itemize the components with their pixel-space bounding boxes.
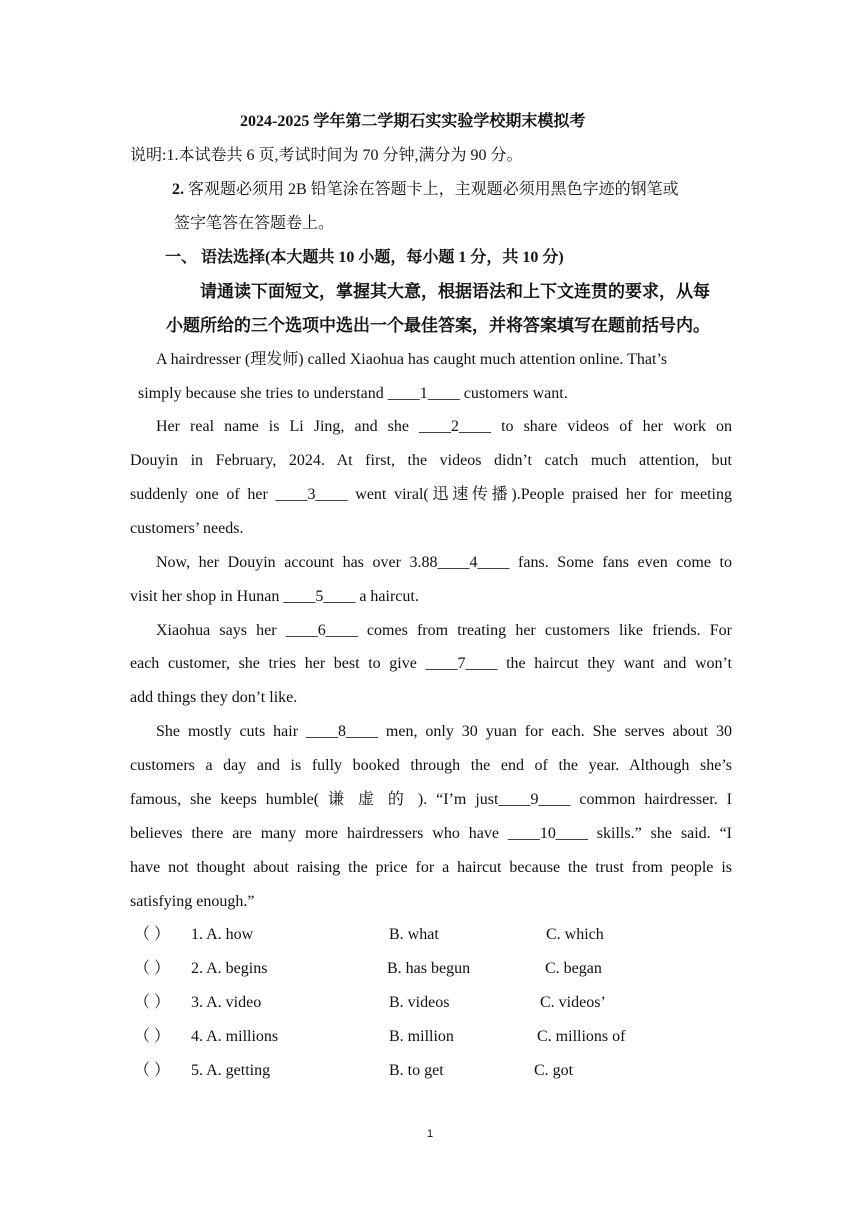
answer-bracket[interactable]: （ ） [134, 994, 171, 1011]
passage-line: A hairdresser (理发师) called Xiaohua has caught much attention online. That’s [156, 351, 668, 368]
answer-bracket[interactable]: （ ） [134, 1028, 171, 1045]
notes-line-3: 签字笔答在答题卷上。 [174, 215, 335, 232]
answer-bracket[interactable]: （ ） [134, 926, 171, 943]
section-instruction-1: 请通读下面短文，掌握其大意，根据语法和上下文连贯的要求，从每 [200, 282, 710, 301]
section-instruction-2: 小题所给的三个选项中选出一个最佳答案，并将答案填写在题前括号内。 [166, 316, 710, 335]
notes-line-1: 说明:1.本试卷共 6 页,考试时间为 70 分钟,满分为 90 分。 [130, 147, 523, 164]
option-b: B. videos [389, 994, 450, 1011]
passage-line: satisfying enough.” [130, 893, 255, 910]
passage-line: add things they don’t like. [130, 689, 298, 706]
option-c: C. millions of [537, 1028, 626, 1045]
passage-line: visit her shop in Hunan ____5____ a haircut. [130, 588, 419, 605]
answer-bracket[interactable]: （ ） [134, 960, 171, 977]
passage-line: Her real name is Li Jing, and she ____2____ to share videos of her work on [156, 418, 732, 435]
option-c: C. which [546, 926, 604, 943]
option-a: 1. A. how [191, 926, 254, 943]
passage-line: have not thought about raising the price for a haircut because the trust from people is [130, 859, 732, 876]
answer-bracket[interactable]: （ ） [134, 1062, 171, 1079]
passage-line: customers a day and is fully booked through the end of the year. Although she’s [130, 757, 732, 774]
notes-line-2 [172, 180, 679, 200]
passage-line: She mostly cuts hair ____8____ men, only 30 yuan for each. She serves about 30 [156, 723, 732, 740]
passage-line: believes there are many more hairdressers who have ____10____ skills.” she said. “I [130, 825, 732, 842]
option-c: C. videos’ [540, 994, 606, 1011]
option-b: B. what [389, 926, 439, 943]
passage-line: each customer, she tries her best to give ____7____ the haircut they want and won’t [130, 655, 732, 672]
option-b: B. has begun [387, 960, 471, 977]
option-b: B. million [389, 1028, 454, 1045]
passage-line: simply because she tries to understand ____1____ customers want. [138, 385, 568, 402]
passage-line: Now, her Douyin account has over 3.88____4____ fans. Some fans even come to [156, 554, 732, 571]
option-a: 5. A. getting [191, 1062, 271, 1079]
notes-line-2-number: 2. [172, 181, 184, 198]
option-c: C. got [534, 1062, 574, 1079]
page-number: 1 [426, 1128, 434, 1140]
option-a: 3. A. video [191, 994, 262, 1011]
option-a: 2. A. begins [191, 960, 268, 977]
passage-line: suddenly one of her ____3____ went viral(迅速传播).People praised her for meeting [130, 486, 732, 503]
passage-line: customers’ needs. [130, 520, 244, 537]
passage-line: Xiaohua says her ____6____ comes from treating her customers like friends. For [156, 622, 732, 639]
notes-line-2-text: 客观题必须用 2B 铅笔涂在答题卡上，主观题必须用黑色字迹的钢笔或 [184, 181, 679, 198]
option-c: C. began [545, 960, 602, 977]
option-b: B. to get [389, 1062, 444, 1079]
exam-title: 2024-2025 学年第二学期石实实验学校期末模拟考 [240, 113, 586, 130]
option-a: 4. A. millions [191, 1028, 279, 1045]
passage-line: Douyin in February, 2024. At first, the videos didn’t catch much attention, but [130, 452, 732, 469]
section-heading: 一、 语法选择(本大题共 10 小题，每小题 1 分，共 10 分) [165, 249, 564, 266]
passage-line: famous, she keeps humble( 谦 虚 的 ). “I’m just____9____ common hairdresser. I [130, 791, 732, 808]
